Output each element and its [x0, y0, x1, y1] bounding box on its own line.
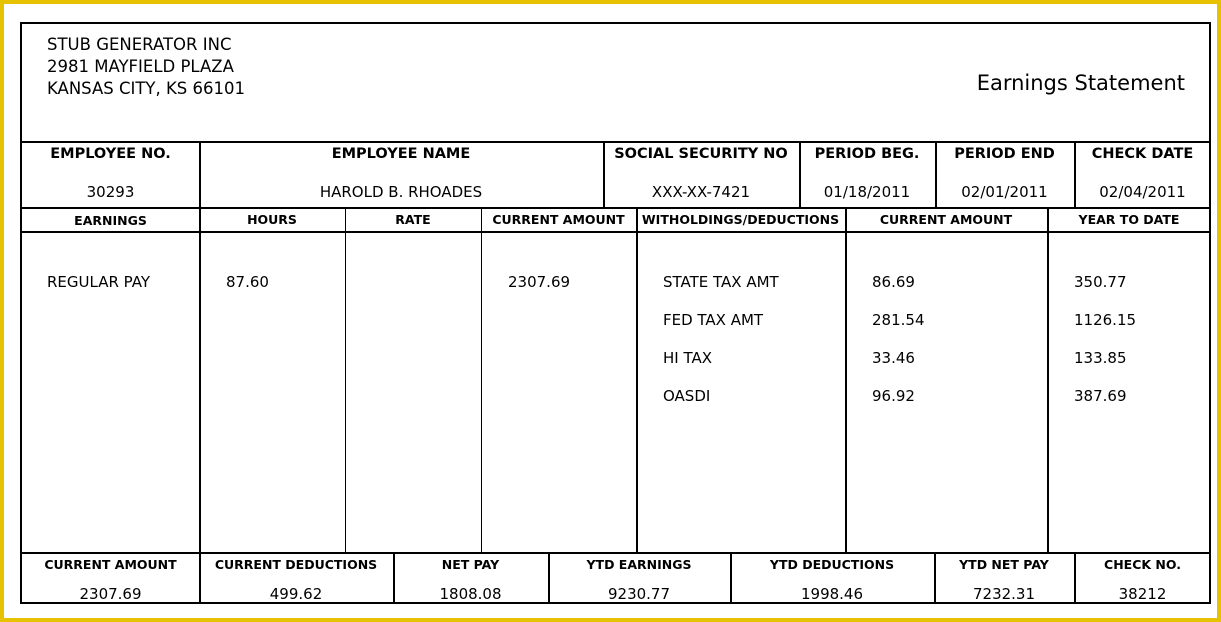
header-deduction-current-amount: CURRENT AMOUNT: [879, 212, 1013, 227]
detail-col-divider: [845, 207, 847, 552]
earning-current-amount: 2307.69: [508, 273, 571, 291]
header-withholdings: WITHOLDINGS/DEDUCTIONS: [641, 212, 840, 227]
check-date-value: 02/04/2011: [1099, 183, 1186, 201]
deduction-label: OASDI: [663, 387, 711, 405]
company-address-line1: 2981 MAYFIELD PLAZA: [47, 57, 234, 76]
statement-title: Earnings Statement: [976, 71, 1185, 95]
detail-col-divider: [199, 207, 201, 552]
summary-current-deductions: 499.62: [269, 585, 323, 603]
summary-header-ytd-earnings: YTD EARNINGS: [586, 557, 692, 572]
company-address-line2: KANSAS CITY, KS 66101: [47, 79, 246, 98]
summary-header-current-deductions: CURRENT DEDUCTIONS: [214, 557, 378, 572]
employee-no-value: 30293: [86, 183, 135, 201]
deduction-ytd: 350.77: [1074, 273, 1127, 291]
deduction-current: 281.54: [872, 311, 925, 329]
company-name: STUB GENERATOR INC: [47, 35, 232, 54]
summary-check-no: 38212: [1118, 585, 1167, 603]
summary-header-net-pay: NET PAY: [441, 557, 500, 572]
employee-name-value: HAROLD B. RHOADES: [319, 183, 483, 201]
summary-ytd-net-pay: 7232.31: [972, 585, 1036, 603]
summary-current-amount: 2307.69: [79, 585, 142, 603]
summary-ytd-earnings: 9230.77: [607, 585, 671, 603]
header-year-to-date: YEAR TO DATE: [1078, 212, 1180, 227]
deduction-current: 33.46: [872, 349, 915, 367]
earning-label: REGULAR PAY: [47, 273, 151, 291]
header-employee-name: EMPLOYEE NAME: [331, 146, 471, 162]
detail-col-divider: [345, 207, 346, 552]
header-current-amount: CURRENT AMOUNT: [492, 212, 625, 227]
header-earnings: EARNINGS: [74, 213, 147, 228]
period-end-value: 02/01/2011: [961, 183, 1048, 201]
summary-header-ytd-net-pay: YTD NET PAY: [959, 557, 1049, 572]
header-period-end: PERIOD END: [954, 146, 1055, 162]
deduction-current: 96.92: [872, 387, 915, 405]
header-hours: HOURS: [247, 212, 297, 227]
deduction-current: 86.69: [872, 273, 915, 291]
header-period-beg: PERIOD BEG.: [814, 146, 920, 162]
summary-header-ytd-deductions: YTD DEDUCTIONS: [769, 557, 895, 572]
header-check-date: CHECK DATE: [1091, 146, 1194, 162]
summary-ytd-deductions: 1998.46: [800, 585, 864, 603]
ssn-value: XXX-XX-7421: [651, 183, 751, 201]
deduction-ytd: 133.85: [1074, 349, 1127, 367]
detail-col-divider: [636, 207, 638, 552]
deduction-label: FED TAX AMT: [663, 311, 764, 329]
summary-net-pay: 1808.08: [439, 585, 502, 603]
summary-header-current-amount: CURRENT AMOUNT: [44, 557, 177, 572]
summary-header-check-no: CHECK NO.: [1104, 557, 1181, 572]
header-employee-no: EMPLOYEE NO.: [50, 146, 171, 162]
pay-stub: [20, 22, 1211, 604]
earning-hours: 87.60: [226, 273, 269, 291]
header-rate: RATE: [395, 212, 431, 227]
detail-col-divider: [481, 207, 482, 552]
deduction-ytd: 387.69: [1074, 387, 1127, 405]
deduction-label: HI TAX: [663, 349, 713, 367]
header-ssn: SOCIAL SECURITY NO: [614, 146, 788, 162]
period-beg-value: 01/18/2011: [823, 183, 911, 201]
detail-col-divider: [1047, 207, 1049, 552]
deduction-label: STATE TAX AMT: [663, 273, 779, 291]
deduction-ytd: 1126.15: [1074, 311, 1137, 329]
